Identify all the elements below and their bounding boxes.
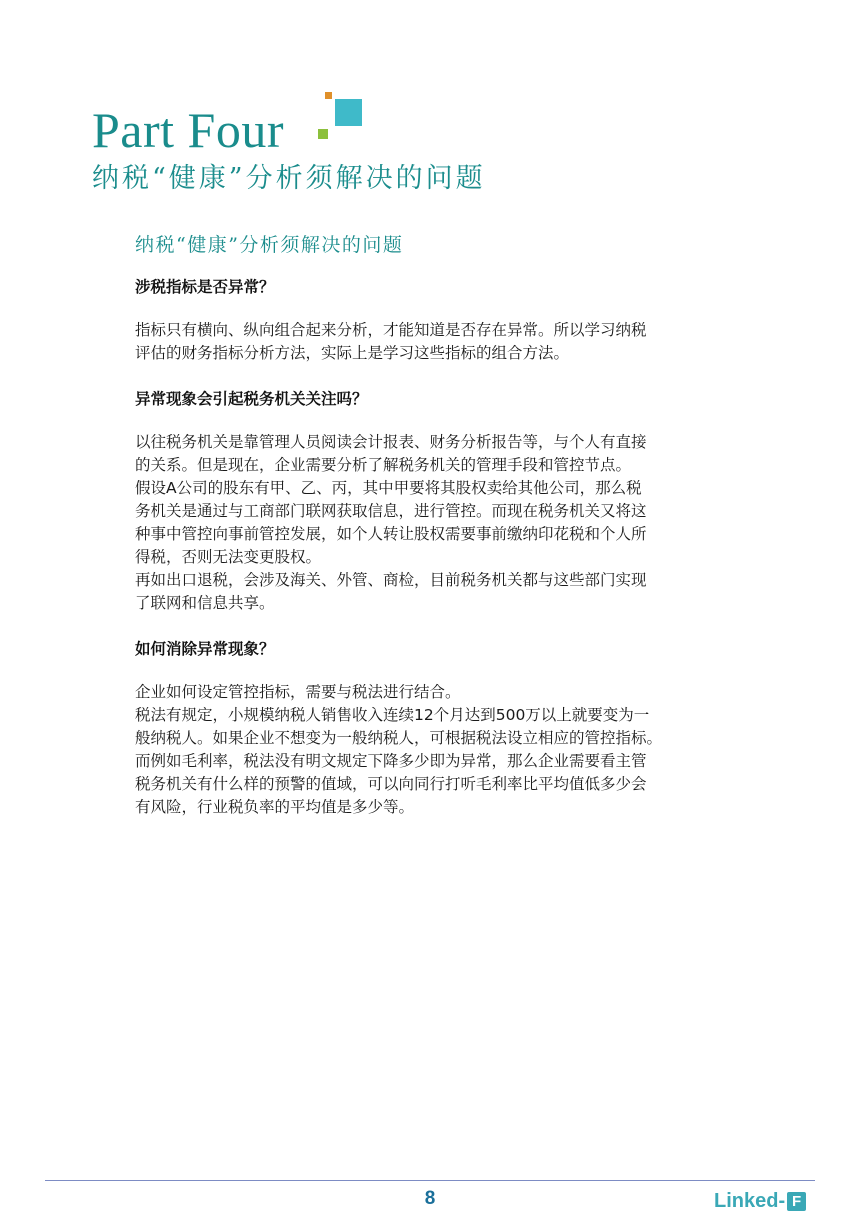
paragraph-line: 企业如何设定管控指标，需要与税法进行结合。 — [135, 683, 461, 701]
part-title: Part Four — [92, 102, 284, 158]
paragraph-line: 的关系。但是现在，企业需要分析了解税务机关的管理手段和管控节点。 — [135, 456, 632, 474]
paragraph-line: 以往税务机关是靠管理人员阅读会计报表、财务分析报告等，与个人有直接 — [135, 433, 647, 451]
page-number: 8 — [424, 1188, 436, 1209]
decorative-square-green — [318, 129, 328, 139]
paragraph-line: 再如出口退税，会涉及海关、外管、商检，目前税务机关都与这些部门实现 — [135, 571, 647, 589]
brand-logo — [714, 1188, 806, 1214]
page-subtitle: 纳税“健康”分析须解决的问题 — [92, 163, 486, 194]
paragraph-line: 得税，否则无法变更股权。 — [135, 548, 322, 566]
paragraph-line: 指标只有横向、纵向组合起来分析，才能知道是否存在异常。所以学习纳税 — [135, 321, 647, 339]
decorative-square-orange — [325, 92, 332, 99]
main-content — [135, 232, 735, 819]
paragraph-line: 而例如毛利率，税法没有明文规定下降多少即为异常，那么企业需要看主管 — [135, 752, 647, 770]
question-heading: 如何消除异常现象？ — [135, 640, 275, 658]
paragraph-line: 税务机关有什么样的预警的值域，可以向同行打听毛利率比平均值低多少会 — [135, 775, 647, 793]
footer-divider — [45, 1180, 815, 1181]
brand-text: Linked- — [714, 1190, 786, 1212]
section-heading: 纳税“健康”分析须解决的问题 — [135, 234, 404, 256]
paragraph-line: 务机关是通过与工商部门联网获取信息，进行管控。而现在税务机关又将这 — [135, 502, 647, 520]
brand-mark-icon: F — [787, 1192, 806, 1211]
question-heading: 异常现象会引起税务机关关注吗？ — [135, 390, 368, 408]
paragraph-line: 评估的财务指标分析方法，实际上是学习这些指标的组合方法。 — [135, 344, 570, 362]
paragraph-line: 假设A公司的股东有甲、乙、丙，其中甲要将其股权卖给其他公司，那么税 — [135, 479, 642, 497]
paragraph-line: 般纳税人。如果企业不想变为一般纳税人，可根据税法设立相应的管控指标。 — [135, 729, 663, 747]
decorative-square-teal — [335, 99, 362, 126]
paragraph-line: 有风险，行业税负率的平均值是多少等。 — [135, 798, 415, 816]
question-heading: 涉税指标是否异常？ — [135, 278, 275, 296]
paragraph-line: 种事中管控向事前管控发展，如个人转让股权需要事前缴纳印花税和个人所 — [135, 525, 647, 543]
paragraph-line: 税法有规定，小规模纳税人销售收入连续12个月达到500万以上就要变为一 — [135, 706, 650, 724]
paragraph-line: 了联网和信息共享。 — [135, 594, 275, 612]
